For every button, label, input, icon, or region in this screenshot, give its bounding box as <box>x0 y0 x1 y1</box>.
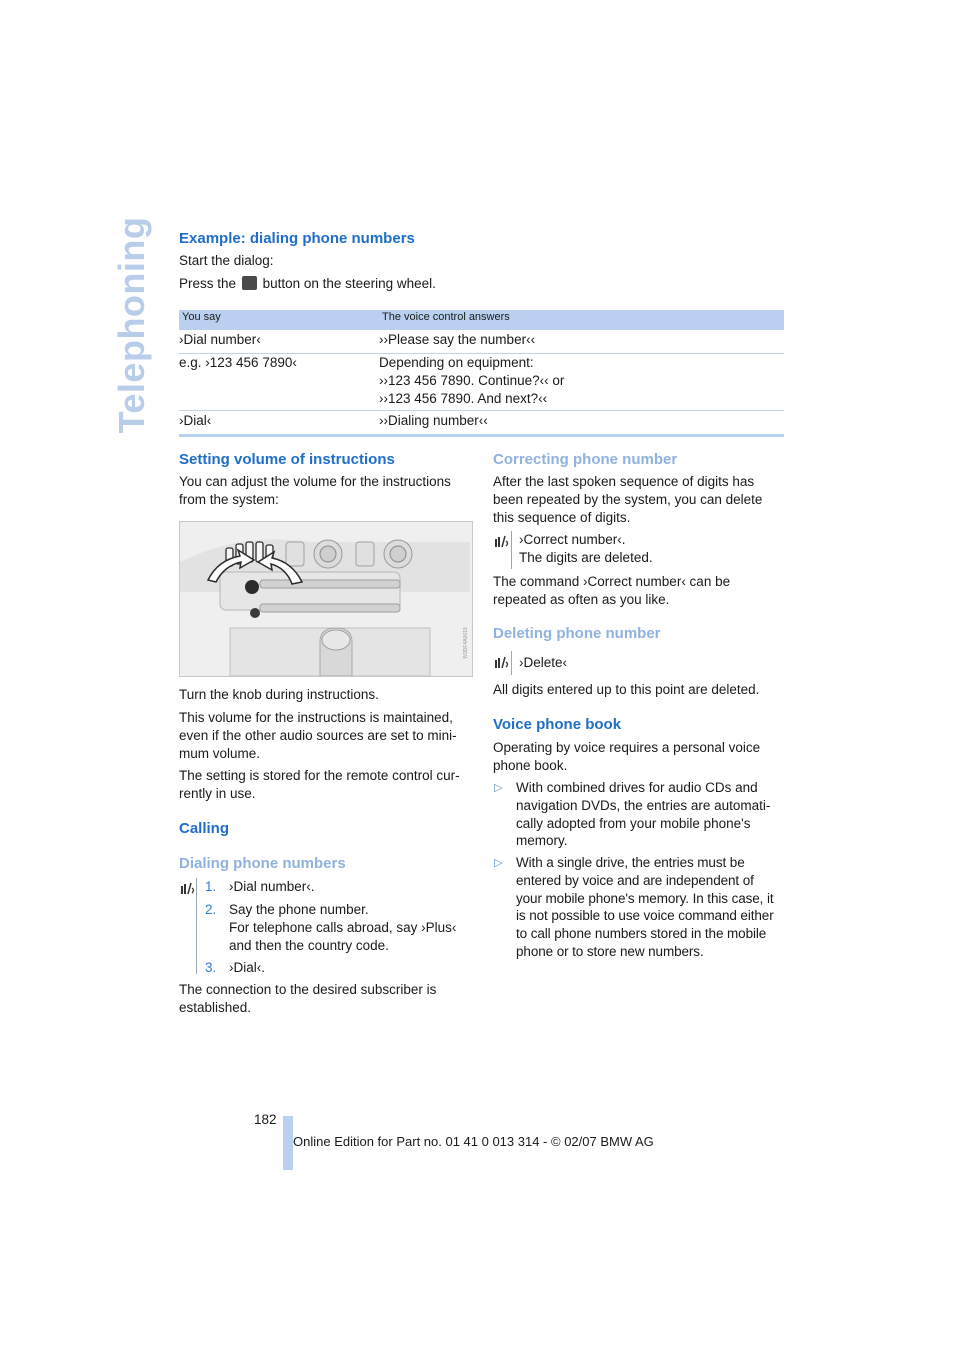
text-line: memory. <box>516 833 568 849</box>
text-line: established. <box>179 999 252 1015</box>
volume-p1: Turn the knob during instructions. <box>179 687 379 702</box>
step-item <box>205 901 216 919</box>
image-code: W3DF4A0019 <box>463 627 469 659</box>
calling-heading: Calling <box>179 820 230 837</box>
table-col-you-say: You say <box>182 311 221 323</box>
text-line: even if the other audio sources are set to mini- <box>179 727 457 743</box>
text-line: With a single drive, the entries must be <box>516 855 745 870</box>
step-item <box>205 878 216 896</box>
delete-command: ›Delete‹ <box>519 655 568 670</box>
row-answer: ››Dialing number‹‹ <box>379 413 488 428</box>
step-number: 1. <box>205 879 217 894</box>
text-line: mum volume. <box>179 745 261 761</box>
side-chapter-title <box>111 216 152 434</box>
step-item <box>205 959 216 977</box>
text-line: phone or to store new numbers. <box>516 943 704 959</box>
page-number: 182 <box>254 1112 277 1127</box>
steering-wheel-voice-button-icon <box>242 276 257 290</box>
press-before-text: Press the <box>179 276 237 291</box>
example-start-text: Start the dialog: <box>179 253 274 268</box>
row-answer: ››Please say the number‹‹ <box>379 332 536 347</box>
text-line: The setting is stored for the remote control cur- <box>179 768 460 783</box>
deleting-heading: Deleting phone number <box>493 625 661 642</box>
text-line: Operating by voice requires a personal voice <box>493 740 761 755</box>
text-line: For telephone calls abroad, say ›Plus‹ <box>229 919 457 935</box>
voice-command-bar <box>196 878 197 974</box>
text-line: from the system: <box>179 491 279 507</box>
text-line: navigation DVDs, the entries are automati- <box>516 797 771 813</box>
voice-command-bar <box>511 531 512 569</box>
voice-command-icon <box>493 654 511 672</box>
table-row <box>179 331 261 349</box>
calling-result <box>179 981 436 1017</box>
phonebook-heading: Voice phone book <box>493 716 622 733</box>
list-item <box>516 779 770 850</box>
text-line: After the last spoken sequence of digits has <box>493 474 755 489</box>
answer-line: ››123 456 7890. And next?‹‹ <box>379 390 548 406</box>
text-line: cally adopted from your mobile phone's <box>516 815 751 831</box>
answer-line: Depending on equipment: <box>379 355 534 370</box>
text-line: repeated as often as you like. <box>493 591 670 607</box>
text-line: You can adjust the volume for the instructions <box>179 474 451 489</box>
voice-command-icon <box>179 880 197 898</box>
text-line: been repeated by the system, you can delete <box>493 491 763 507</box>
voice-command-bar <box>511 651 512 675</box>
table-header <box>179 310 784 330</box>
press-after-text: button on the steering wheel. <box>262 276 436 291</box>
correcting-note <box>493 573 730 609</box>
text-line: your mobile phone's memory. In this case, it <box>516 890 774 906</box>
text-line: rently in use. <box>179 785 256 801</box>
voice-command-icon <box>493 533 511 551</box>
dialing-subheading: Dialing phone numbers <box>179 855 346 872</box>
table-divider <box>179 410 784 411</box>
text-line: is not possible to use voice command either <box>516 908 774 924</box>
volume-heading: Setting volume of instructions <box>179 451 395 468</box>
correct-command <box>519 531 653 567</box>
correcting-heading: Correcting phone number <box>493 451 678 468</box>
volume-p2 <box>179 709 457 762</box>
row-say: ›Dial number‹ <box>179 332 261 347</box>
example-press-line <box>179 275 436 293</box>
list-item <box>516 854 774 961</box>
correcting-intro <box>493 473 762 526</box>
table-bottom-rule <box>179 434 784 437</box>
table-col-answers: The voice control answers <box>382 311 510 323</box>
deleting-result: All digits entered up to this point are deleted. <box>493 682 760 697</box>
text-line: Say the phone number. <box>229 902 369 917</box>
step-number: 2. <box>205 902 217 917</box>
command-text: ›Correct number‹. <box>519 532 626 547</box>
answer-line: ››123 456 7890. Continue?‹‹ or <box>379 372 565 388</box>
bullet-triangle-icon: ▷ <box>494 782 503 794</box>
side-chapter-title-text: Telephoning <box>111 216 152 434</box>
text-line: The command ›Correct number‹ can be <box>493 574 731 589</box>
step-text: ›Dial‹. <box>229 960 265 975</box>
text-line: The connection to the desired subscriber is <box>179 982 437 997</box>
row-say: e.g. ›123 456 7890‹ <box>179 355 297 370</box>
volume-knob-illustration <box>179 521 473 677</box>
volume-intro <box>179 473 451 509</box>
bullet-triangle-icon: ▷ <box>494 857 503 869</box>
text-line: This volume for the instructions is maintained, <box>179 710 453 725</box>
text-line: entered by voice and are independent of <box>516 872 754 888</box>
row-answer <box>379 354 564 407</box>
footer-edition: Online Edition for Part no. 01 41 0 013 314 - © 02/07 BMW AG <box>293 1134 654 1149</box>
text-line: to call phone numbers stored in the mobile <box>516 926 767 942</box>
text-line: phone book. <box>493 757 568 773</box>
text-line: and then the country code. <box>229 937 389 953</box>
row-say: ›Dial‹ <box>179 413 212 428</box>
text-line: With combined drives for audio CDs and <box>516 780 758 795</box>
phonebook-intro <box>493 739 760 775</box>
footer-accent-bar <box>283 1116 293 1170</box>
volume-p3 <box>179 767 460 803</box>
image-code-box <box>462 618 470 668</box>
example-heading: Example: dialing phone numbers <box>179 230 415 247</box>
command-result: The digits are deleted. <box>519 549 653 565</box>
step-text <box>229 901 456 954</box>
text-line: this sequence of digits. <box>493 509 631 525</box>
dashboard-console-drawing <box>180 522 472 676</box>
step-text: ›Dial number‹. <box>229 879 315 894</box>
step-number: 3. <box>205 960 217 975</box>
